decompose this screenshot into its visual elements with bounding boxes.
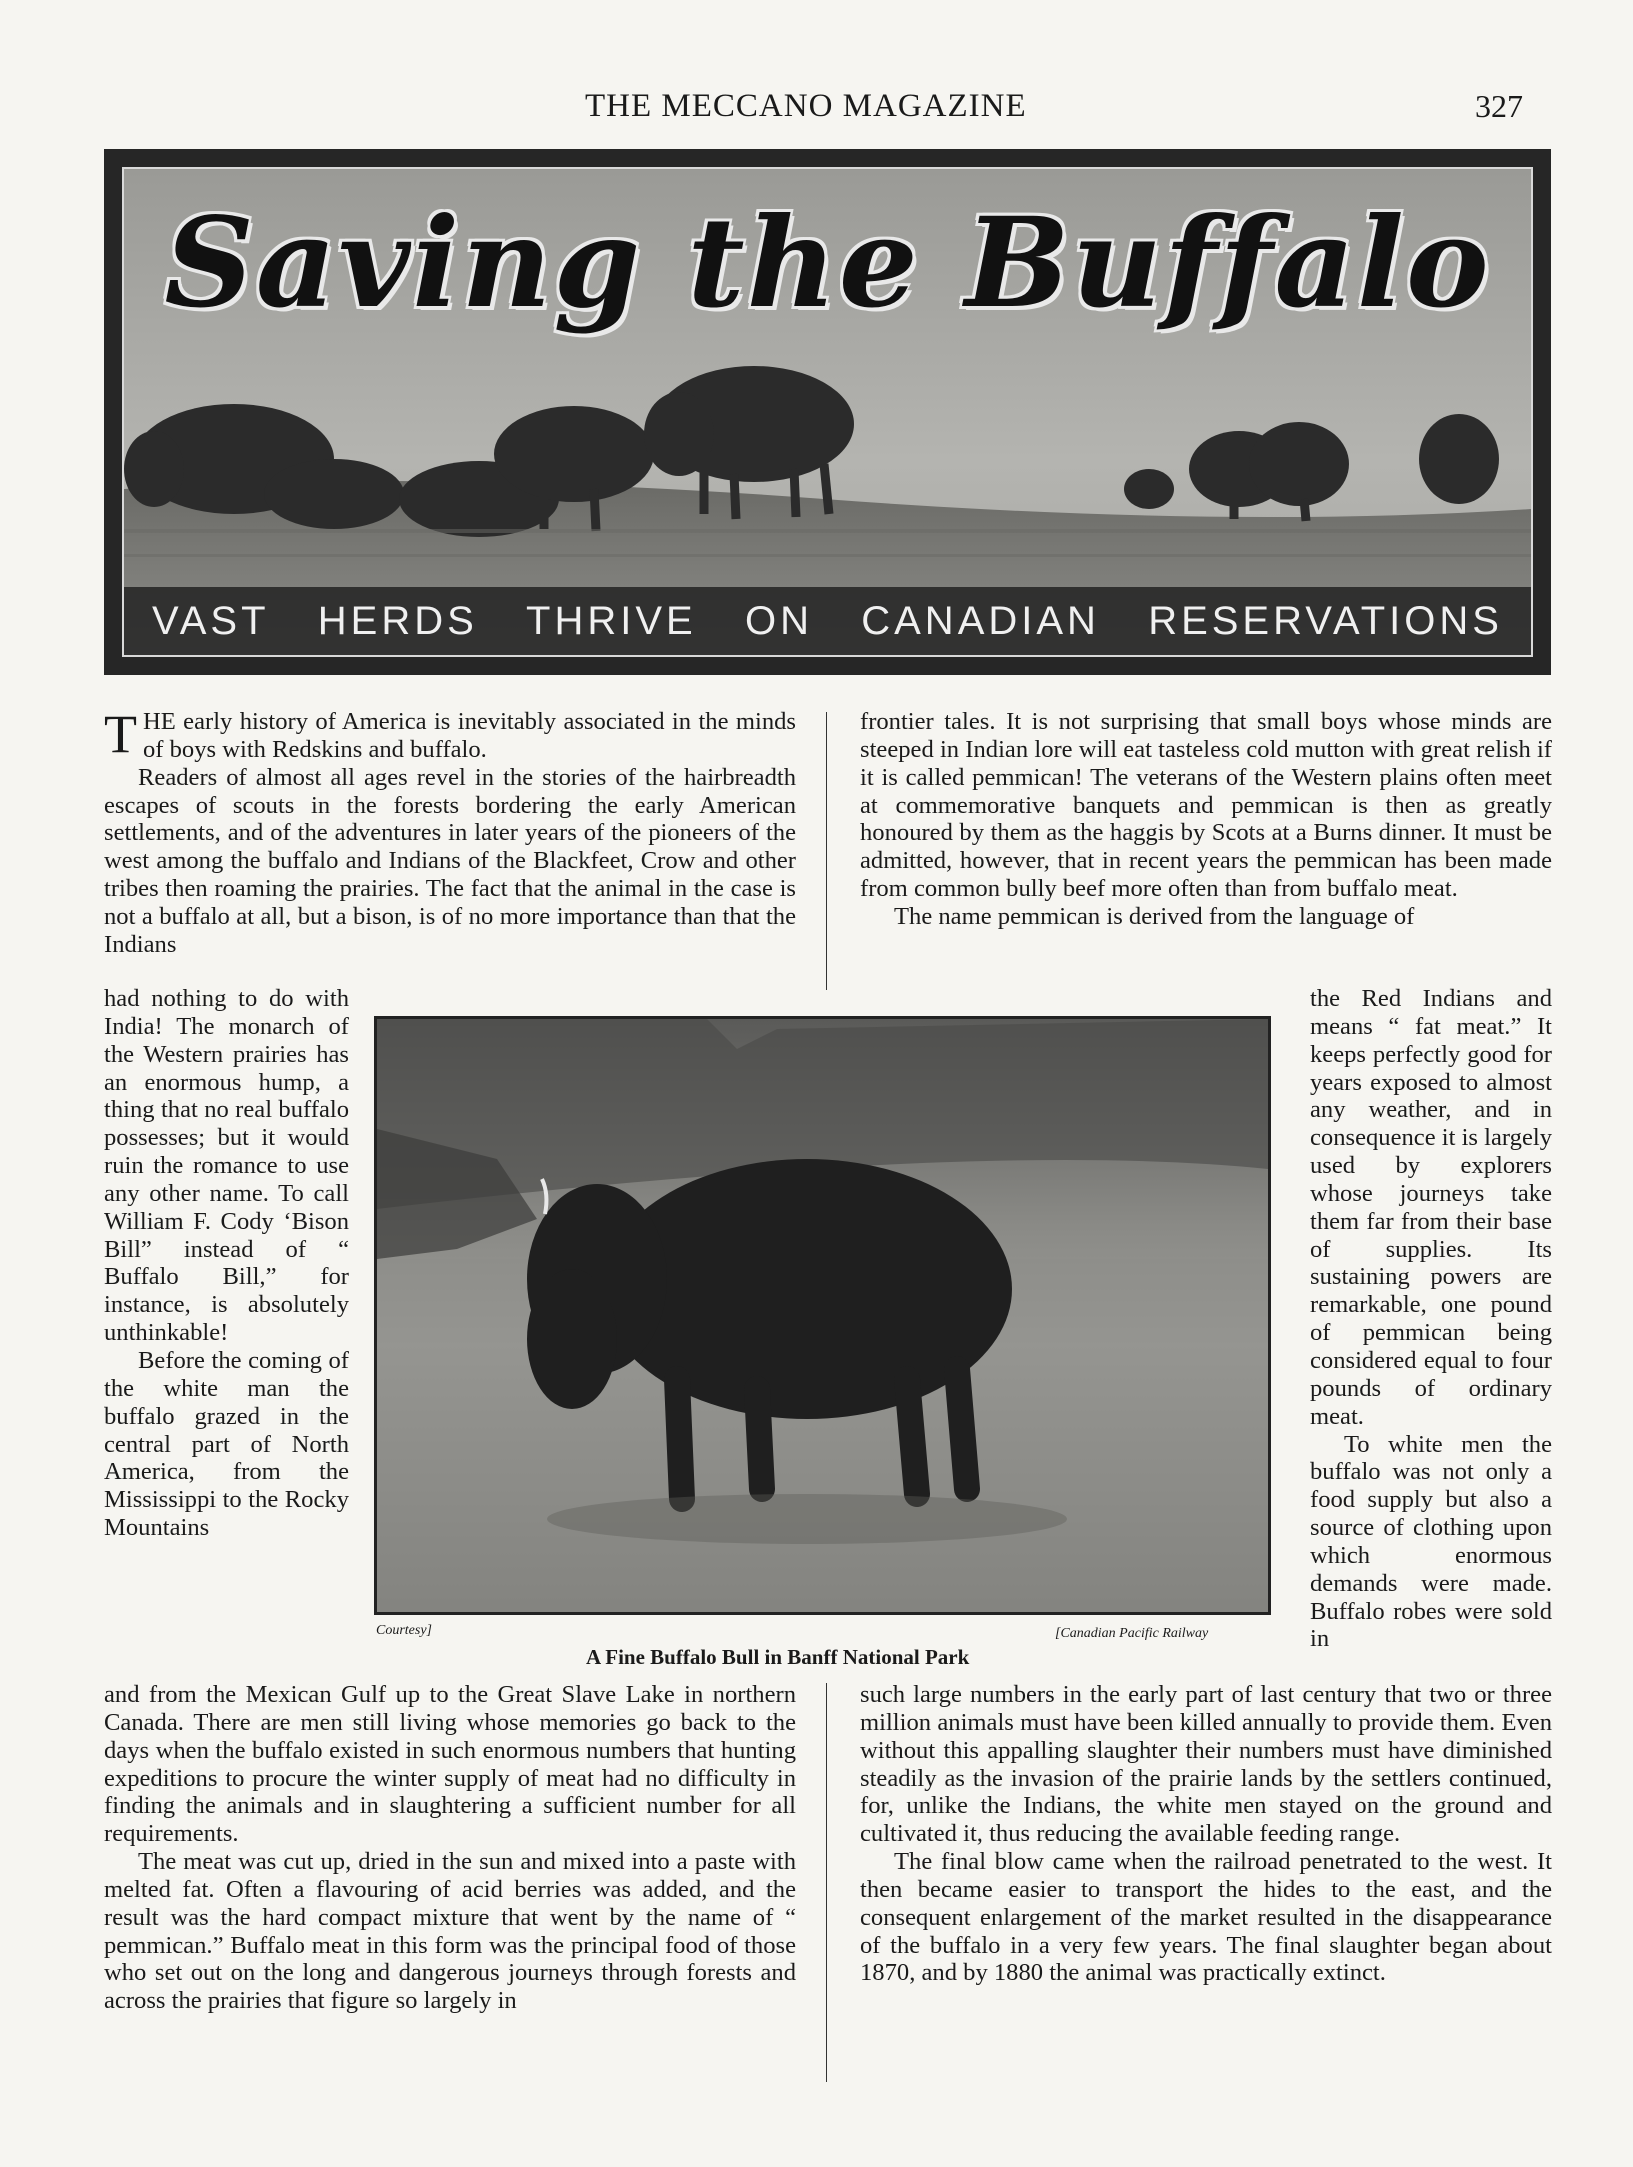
subtitle-word: CANADIAN [861, 599, 1100, 643]
banner-title: Saving the Buffalo [164, 191, 1491, 336]
paragraph: had nothing to do with India! The monarch of the Western prairies has an enormous hump, a thing that no real buffalo possesses; but it would ruin the romance to use any other name. To call William F. Cody ‘Bison Bill” instead of “ Buffalo Bill,” for instance, is absolutely unthinkable! [104, 985, 349, 1347]
left-column-bottom [104, 1681, 796, 2015]
subtitle-word: VAST [152, 599, 270, 643]
photo-credit-right: [Canadian Pacific Railway [1055, 1626, 1209, 1641]
paragraph: the Red Indians and means “ fat meat.” It keeps perfectly good for years exposed to almost any weather, and in consequence it is largely used by explorers whose journeys take them far from their base of supplies. Its sustaining powers are remarkable, one pound of pemmican being considered equal to four pounds of ordinary meat. [1310, 985, 1552, 1430]
paragraph: The name pemmican is derived from the language of [894, 902, 1415, 930]
subtitle-word: RESERVATIONS [1148, 599, 1503, 643]
paragraph: frontier tales. It is not surprising that small boys whose minds are steeped in Indian lore will eat tasteless cold mutton with great relish if it is called pemmican! The veterans of the Western plains often meet at commemorative banquets and pemmican is then as greatly honoured by them as the haggis by Scots at a Burns dinner. It must be admitted, however, that in recent years the pemmican has been made from common bully beef more often than from buffalo meat. [860, 708, 1552, 903]
photo-caption: A Fine Buffalo Bull in Banff National Park [586, 1645, 970, 1669]
column-rule-bottom [826, 1683, 827, 2082]
left-column-top [104, 704, 796, 959]
paragraph: Before the coming of the white man the buffalo grazed in the central part of North America, from the Mississippi to the Rocky Mountains [104, 1346, 349, 1542]
paragraph: Readers of almost all ages revel in the stories of the hairbreadth escapes of scouts in the forests bordering the early American settlements, and of the adventures in later years of the pioneers of the west among the buffalo and Indians of the Blackfeet, Crow and other tribes then roaming the prairies. The fact that the animal in the case is not a buffalo at all, but a bison, is of no more importance than that the Indians [104, 763, 796, 958]
drop-cap: T [104, 704, 137, 764]
right-column-bottom [860, 1681, 1552, 1987]
paragraph: The final blow came when the railroad penetrated to the west. It then became easier to transport the hides to the east, and the consequent enlargement of the market resulted in the disappearance of the buffalo in a very few years. The final slaughter began about 1870, and by 1880 the animal was practically extinct. [860, 1848, 1552, 1987]
right-column-top [860, 708, 1552, 931]
right-column-narrow [1310, 985, 1552, 1653]
column-rule-top [826, 712, 827, 990]
subtitle-word: THRIVE [526, 599, 697, 643]
bison-photo-illustration [377, 1019, 1268, 1612]
buffalo-bull-photo [374, 1016, 1271, 1615]
paragraph: The meat was cut up, dried in the sun and mixed into a paste with melted fat. Often a flavouring of acid berries was added, and the result was the hard compact mixture that went by the name of “ pemmican.” Buffalo meat in this form was the principal food of those who set out on the long and dangerous journeys through forests and across the prairies that figure so largely in [104, 1848, 796, 2015]
left-column-narrow [104, 985, 349, 1542]
paragraph: and from the Mexican Gulf up to the Great Slave Lake in northern Canada. There are men still living whose memories go back to the days when the buffalo existed in such enormous numbers that hunting expeditions to procure the winter supply of meat had no difficulty in finding the animals and in slaughtering a sufficient number for all requirements. [104, 1681, 796, 1848]
running-head: THE MECCANO MAGAZINE [585, 88, 1027, 124]
subtitle-word: HERDS [317, 599, 478, 643]
subtitle-word: ON [744, 599, 813, 643]
paragraph: THE early history of America is inevitably associated in the minds of boys with Redskins and buffalo. [104, 704, 796, 764]
photo-credit-left: Courtesy] [376, 1623, 432, 1638]
title-banner [104, 149, 1551, 675]
paragraph: such large numbers in the early part of last century that two or three million animals must have been killed annually to provide them. Even without this appalling slaughter their numbers must have diminished steadily as the invasion of the prairie lands by the settlers continued, for, unlike the Indians, the white men stayed on the ground and cultivated it, thus reducing the available feeding range. [860, 1681, 1552, 1848]
banner-photo [122, 167, 1533, 657]
page-number: 327 [1475, 88, 1523, 124]
banner-subtitle [124, 587, 1531, 655]
paragraph: To white men the buffalo was not only a food supply but also a source of clothing upon which enormous demands were made. Buffalo robes were sold in [1310, 1430, 1552, 1653]
